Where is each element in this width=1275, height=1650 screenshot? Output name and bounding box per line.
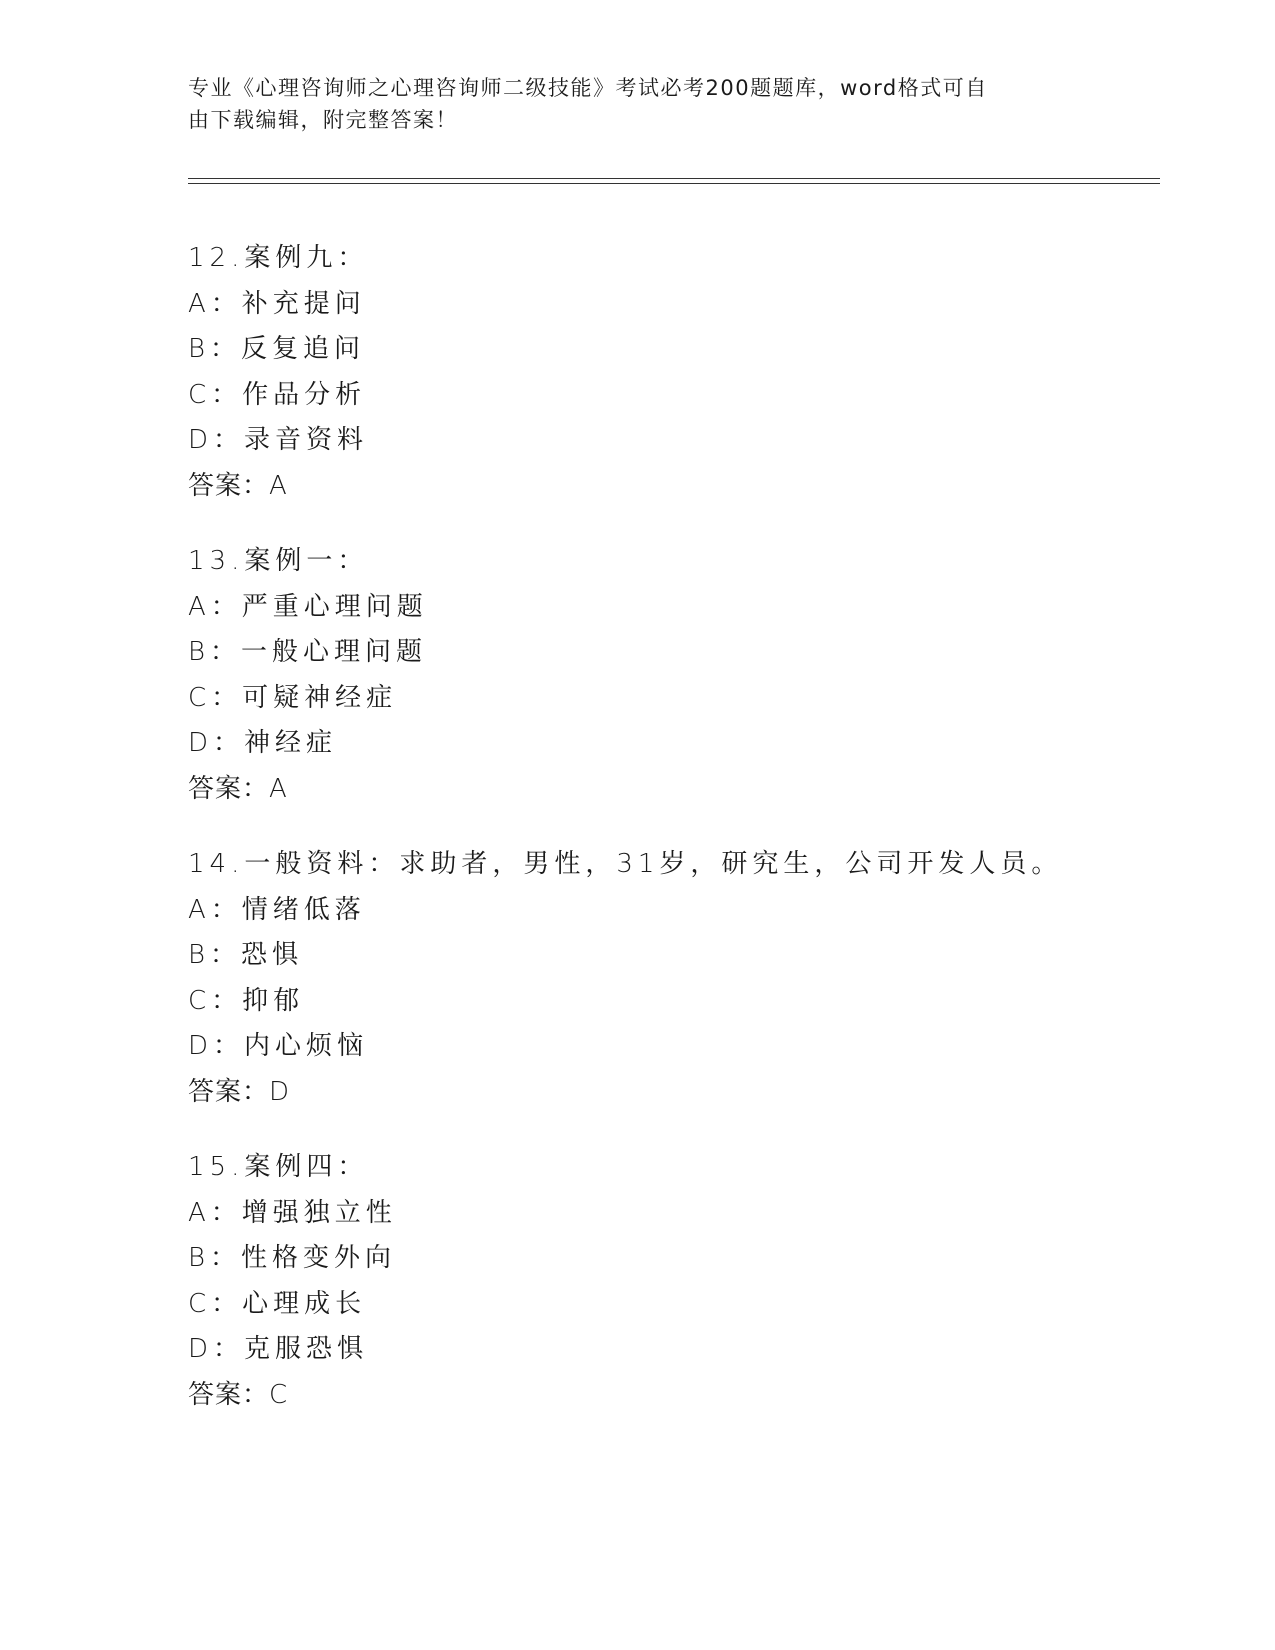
question-13 bbox=[188, 539, 1168, 812]
option-c: C：心理成长 bbox=[188, 1288, 367, 1319]
answer-value: A bbox=[269, 470, 288, 501]
answer-line bbox=[188, 464, 1168, 510]
option-b: B：反复追问 bbox=[188, 334, 366, 364]
question-12 bbox=[188, 236, 1168, 509]
answer-value: C bbox=[269, 1379, 289, 1410]
question-stem: 12.案例九： bbox=[188, 243, 369, 273]
question-stem: 14.一般资料：求助者，男性，31岁，研究生，公司开发人员。 bbox=[188, 849, 1063, 879]
option-c: C：抑郁 bbox=[188, 985, 305, 1016]
option-a: A：补充提问 bbox=[188, 288, 366, 319]
question-list bbox=[188, 236, 1168, 1448]
answer-line bbox=[188, 1070, 1168, 1116]
answer-value: D bbox=[269, 1076, 291, 1107]
option-a: A：增强独立性 bbox=[188, 1197, 397, 1228]
header-line-2: 由下载编辑，附完整答案！ bbox=[188, 108, 458, 132]
header-divider-top bbox=[188, 178, 1160, 179]
option-b: B：恐惧 bbox=[188, 940, 304, 970]
option-b: B：性格变外向 bbox=[188, 1243, 397, 1273]
question-15 bbox=[188, 1145, 1168, 1418]
header-line-1: 专业《心理咨询师之心理咨询师二级技能》考试必考200题题库，word格式可自 bbox=[188, 76, 988, 100]
option-a: A：严重心理问题 bbox=[188, 591, 428, 622]
question-stem: 15.案例四： bbox=[188, 1152, 369, 1182]
option-c: C：可疑神经症 bbox=[188, 682, 398, 713]
question-stem: 13.案例一： bbox=[188, 546, 369, 576]
answer-label: 答案： bbox=[188, 1076, 270, 1107]
option-d: D：神经症 bbox=[188, 728, 338, 758]
option-a: A：情绪低落 bbox=[188, 894, 366, 925]
answer-line bbox=[188, 1373, 1168, 1419]
question-14 bbox=[188, 842, 1168, 1115]
option-d: D：克服恐惧 bbox=[188, 1334, 369, 1364]
option-c: C：作品分析 bbox=[188, 379, 367, 410]
answer-label: 答案： bbox=[188, 1379, 270, 1410]
answer-label: 答案： bbox=[188, 773, 270, 804]
answer-value: A bbox=[269, 773, 288, 804]
answer-label: 答案： bbox=[188, 470, 270, 501]
option-d: D：录音资料 bbox=[188, 425, 369, 455]
option-d: D：内心烦恼 bbox=[188, 1031, 369, 1061]
document-header bbox=[188, 72, 1088, 136]
option-b: B：一般心理问题 bbox=[188, 637, 428, 667]
header-divider-bottom bbox=[188, 183, 1160, 184]
answer-line bbox=[188, 767, 1168, 813]
